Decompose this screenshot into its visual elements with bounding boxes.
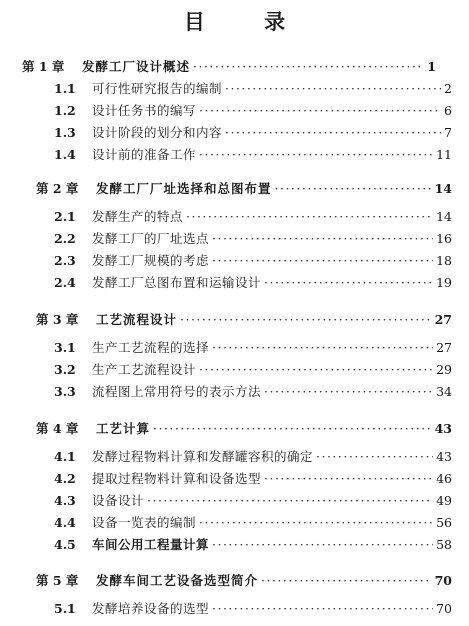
entry-number: 1.4 xyxy=(54,147,76,162)
entry-number: 5.1 xyxy=(54,601,76,616)
toc-entry-section[interactable] xyxy=(54,337,452,359)
entry-page: 14 xyxy=(434,181,452,196)
entry-page: 43 xyxy=(436,449,452,464)
entry-number: 第 5 章 xyxy=(36,573,79,588)
entry-number: 第 1 章 xyxy=(22,59,65,74)
entry-number: 第 3 章 xyxy=(36,312,79,327)
entry-page: 18 xyxy=(436,253,452,268)
dot-leader xyxy=(212,598,433,620)
dot-leader xyxy=(199,144,433,166)
entry-page: 29 xyxy=(436,362,452,377)
dot-leader xyxy=(264,272,433,294)
entry-label: 发酵工厂厂址选择和总图布置 xyxy=(96,181,272,196)
entry-number: 4.5 xyxy=(54,537,76,552)
entry-page: 11 xyxy=(436,147,452,162)
toc-entry-chapter-2[interactable] xyxy=(36,178,452,200)
entry-label: 发酵生产的特点 xyxy=(92,209,184,224)
entry-page: 34 xyxy=(436,384,452,399)
entry-page: 27 xyxy=(434,312,452,327)
entry-number: 4.4 xyxy=(54,515,76,530)
entry-label: 可行性研究报告的编制 xyxy=(92,81,223,96)
entry-page: 56 xyxy=(436,515,452,530)
dot-leader xyxy=(212,534,433,556)
entry-page: 6 xyxy=(444,103,452,118)
entry-page: 19 xyxy=(436,275,452,290)
entry-number: 1.3 xyxy=(54,125,76,140)
toc-entry-chapter-4[interactable] xyxy=(36,418,452,440)
entry-label: 设计任务书的编写 xyxy=(92,103,197,118)
entry-label: 车间公用工程量计算 xyxy=(92,537,210,552)
entry-page: 14 xyxy=(436,209,452,224)
dot-leader xyxy=(147,490,433,512)
toc-entry-section[interactable] xyxy=(54,250,452,272)
entry-label: 提取过程物料计算和设备选型 xyxy=(92,471,262,486)
entry-number: 第 4 章 xyxy=(36,421,79,436)
entry-page: 7 xyxy=(444,125,452,140)
dot-leader xyxy=(193,56,424,78)
entry-number: 2.4 xyxy=(54,275,76,290)
entry-page: 2 xyxy=(444,81,452,96)
entry-page: 49 xyxy=(436,493,452,508)
toc-entry-section[interactable] xyxy=(54,228,452,250)
dot-leader xyxy=(180,309,432,331)
entry-label: 工艺计算 xyxy=(96,421,151,436)
toc-entry-section[interactable] xyxy=(54,272,452,294)
dot-leader xyxy=(199,512,433,534)
entry-number: 2.1 xyxy=(54,209,76,224)
entry-label: 发酵工厂总图布置和运输设计 xyxy=(92,275,262,290)
dot-leader xyxy=(275,178,432,200)
dot-leader xyxy=(316,446,433,468)
entry-label: 生产工艺流程的选择 xyxy=(92,340,210,355)
dot-leader xyxy=(261,570,432,592)
toc-entry-section[interactable] xyxy=(54,78,452,100)
entry-label: 发酵工厂的厂址选点 xyxy=(92,231,210,246)
entry-label: 流程图上常用符号的表示方法 xyxy=(92,384,262,399)
dot-leader xyxy=(199,359,433,381)
entry-label: 发酵车间工艺设备选型简介 xyxy=(96,573,259,588)
toc-entry-section[interactable] xyxy=(54,512,452,534)
entry-label: 生产工艺流程设计 xyxy=(92,362,197,377)
toc-entry-section[interactable] xyxy=(54,206,452,228)
dot-leader xyxy=(264,381,433,403)
entry-label: 设备一览表的编制 xyxy=(92,515,197,530)
toc-entry-section[interactable] xyxy=(54,598,452,620)
entry-page: 16 xyxy=(436,231,452,246)
toc-entry-chapter-3[interactable] xyxy=(36,309,452,331)
entry-label: 设计前的准备工作 xyxy=(92,147,197,162)
dot-leader xyxy=(264,468,433,490)
dot-leader xyxy=(225,78,441,100)
entry-number: 1.1 xyxy=(54,81,76,96)
dot-leader xyxy=(212,228,433,250)
toc-entry-chapter-5[interactable] xyxy=(36,570,452,592)
toc-entry-section[interactable] xyxy=(54,446,452,468)
entry-label: 设备设计 xyxy=(92,493,145,508)
toc-entry-section[interactable] xyxy=(54,144,452,166)
toc-entry-section[interactable] xyxy=(54,534,452,556)
entry-number: 2.3 xyxy=(54,253,76,268)
toc-entry-section[interactable] xyxy=(54,468,452,490)
entry-label: 发酵工厂规模的考虑 xyxy=(92,253,210,268)
entry-number: 3.2 xyxy=(54,362,76,377)
entry-page: 27 xyxy=(436,340,452,355)
entry-label: 工艺流程设计 xyxy=(96,312,178,327)
toc-entry-section[interactable] xyxy=(54,490,452,512)
dot-leader xyxy=(186,206,433,228)
entry-page: 46 xyxy=(436,471,452,486)
page-title: 目 录 xyxy=(183,9,312,34)
toc-entry-section[interactable] xyxy=(54,359,452,381)
dot-leader xyxy=(199,100,441,122)
toc-entry-section[interactable] xyxy=(54,381,452,403)
entry-page: 70 xyxy=(436,601,452,616)
entry-number: 第 2 章 xyxy=(36,181,79,196)
toc-entry-chapter-1[interactable] xyxy=(22,56,436,78)
entry-number: 4.1 xyxy=(54,449,76,464)
toc-entry-section[interactable] xyxy=(54,100,452,122)
toc-entry-section[interactable] xyxy=(54,122,452,144)
entry-label: 发酵工厂设计概述 xyxy=(82,59,191,74)
entry-number: 4.2 xyxy=(54,471,76,486)
entry-label: 发酵过程物料计算和发酵罐容积的确定 xyxy=(92,449,314,464)
entry-number: 3.1 xyxy=(54,340,76,355)
entry-number: 4.3 xyxy=(54,493,76,508)
entry-label: 发酵培养设备的选型 xyxy=(92,601,210,616)
dot-leader xyxy=(212,337,433,359)
dot-leader xyxy=(212,250,433,272)
entry-label: 设计阶段的划分和内容 xyxy=(92,125,223,140)
entry-page: 70 xyxy=(434,573,452,588)
dot-leader xyxy=(225,122,441,144)
entry-page: 1 xyxy=(427,59,436,74)
entry-number: 2.2 xyxy=(54,231,76,246)
entry-page: 58 xyxy=(436,537,452,552)
entry-number: 1.2 xyxy=(54,103,76,118)
dot-leader xyxy=(153,418,432,440)
entry-page: 43 xyxy=(434,421,452,436)
entry-number: 3.3 xyxy=(54,384,76,399)
